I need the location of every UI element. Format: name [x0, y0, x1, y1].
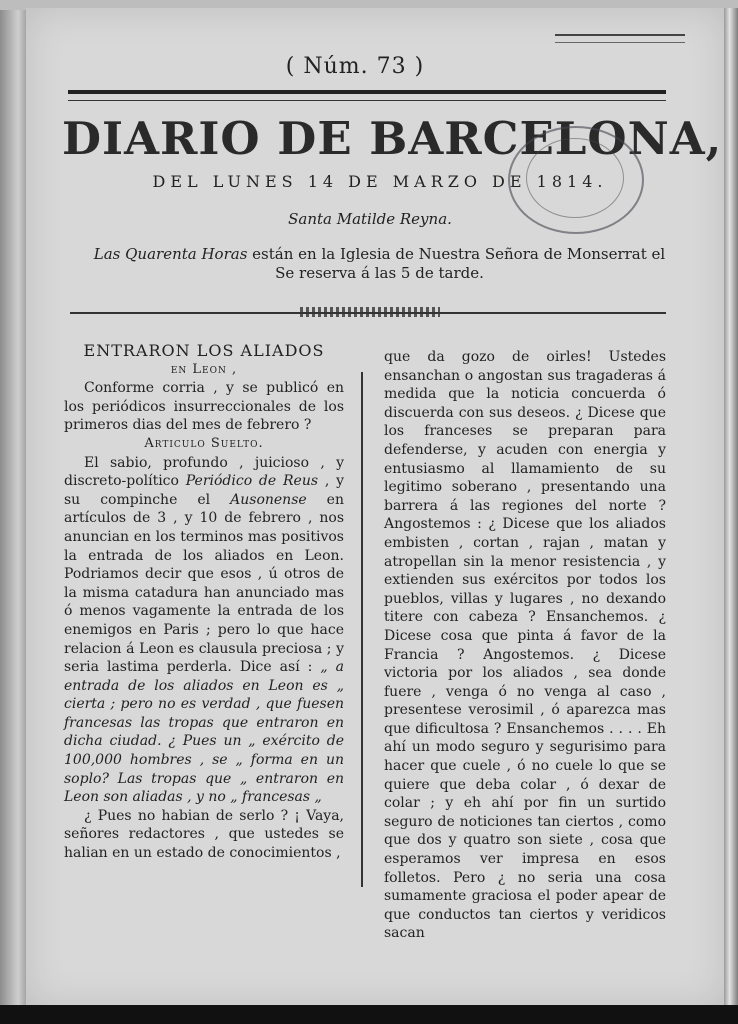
quarenta-horas-text: están en la Iglesia de Nuestra Señora de Monserrat el Se reserva á las 5 de tarde. [247, 245, 666, 282]
p1-text-c: , y su compinche el [64, 473, 344, 508]
article-paragraph-2: ¿ Pues no habian de serlo ? ¡ Vaya, señores redactores , que ustedes se halian en un estado de conocimientos , [64, 807, 344, 862]
rule-ornament [300, 307, 440, 317]
quarenta-horas-notice [92, 245, 667, 283]
article-heading: ENTRARON LOS ALIADOS [83, 341, 325, 360]
article-intro: Conforme corria , y se publicó en los periódicos insurreccionales de los primeros dias del mes de febrero ? [64, 380, 344, 434]
right-column-text: que da gozo de oirles! Ustedes ensanchan o angostan sus tragaderas á medida que la noticia concuerda ó discuerda con sus deseos. ¿ Dicese que los franceses se preparan para defenderse, y acuden con energia y entusiasmo al llamamiento de su legitimo soberano , presentando una barrera á las regiones del norte ? Angostemos : ¿ Dicese que los aliados embisten , cortan , rajan , matan y atropellan sin la menor resistencia , y extienden sus exércitos por todos los pueblos, villas y lugares , no dexando titere con cabeza ? Ensanchemos. ¿ Dicese cosa que pinta á favor de la Francia ? Angostemos. ¿ Dicese victoria por los aliados , sea donde fuere , venga ó no venga al caso , presentese verosimil , ó aparezca mas que dificultosa ? Ensanchemos . . . . Eh ahí un modo seguro y segurisimo para hacer que cuele , ó no cuele lo que se quiere que deba colar , ó dexar de colar ; y eh ahí por fin un surtido seguro de noticiones tan ciertos , como que dos y quatro son siete , cosa que esperamos ver impresa en esos folletos. Pero ¿ no seria una cosa sumamente graciosa el poder apear de que conductos tan ciertos y veridicos sacan [384, 349, 666, 942]
p1-text-a: El sabio, profundo , juicioso , y discreto-político [64, 454, 344, 490]
article-subheading: en Leon , [170, 361, 238, 377]
quarenta-horas-label: Las Quarenta Horas [93, 245, 248, 263]
right-column [384, 348, 666, 943]
article-paragraph-1 [64, 454, 344, 807]
masthead-top-rule [68, 90, 666, 101]
date-line: DEL LUNES 14 DE MARZO DE 1814. [152, 172, 608, 191]
scan-bottom-border [0, 1005, 738, 1024]
issue-number: ( Núm. 73 ) [285, 54, 425, 79]
newspaper-title: DIARIO DE BARCELONA, [62, 112, 723, 165]
p1-quotation: „ a entrada de los aliados en Leon es „ cierta ; pero no es verdad , que fuesen francesas las tropas que entraron en dicha ciudad. ¿ Pues un „ exército de 100,000 hombres , se „ forma en un soplo? Las tropas que „ entraron en Leon son aliadas , y no „ francesas „ [64, 659, 344, 806]
p1-reus: Periódico de Reus [185, 473, 319, 490]
previous-page-edge [0, 10, 26, 1005]
p1-text-e: en artículos de 3 , y 10 de febrero , nos anuncian en los terminos mas positivos la entrada de los aliados en Leon. Podriamos decir que esos , ú otros de la misma catadura han anunciado mas ó menos vagamente la entrada de los enemigos en Paris ; pero lo que hace relacion á Leon es clausula preciosa ; y seria lastima perderla. Dice así : [64, 491, 344, 676]
top-corner-rule [555, 34, 685, 43]
saint-of-day: Santa Matilde Reyna. [288, 210, 452, 228]
section-title: Articulo Suelto. [144, 435, 264, 451]
left-column [64, 342, 344, 863]
column-divider [361, 372, 363, 887]
page-edge-right [724, 8, 738, 1008]
p1-ausonense: Ausonense [230, 491, 307, 508]
